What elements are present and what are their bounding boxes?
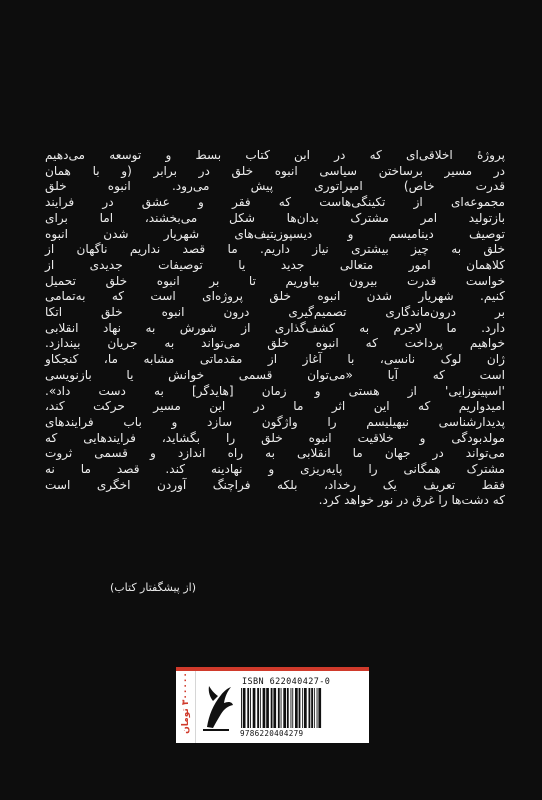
barcode-bar xyxy=(263,688,266,728)
barcode-bar xyxy=(311,688,313,728)
text-line: توصیف دینامیسم و دیسپوزیتیف‌های شهریار شدن انبوه xyxy=(45,226,505,241)
text-line: پدیدارشناسی نیهیلیسم را واژگون سازد و باب فرایندهای xyxy=(45,414,505,429)
text-line: کلاهمان امور متعالی جدید یا توصیفات جدیدی از xyxy=(45,257,505,272)
text-line: دارد. ما لاجرم به کشف‌گذاری از شورش به نهاد انقلابی xyxy=(45,320,505,335)
text-line: مجموعه‌ای از تکینگی‌هاست که فقر و عشق در فرایند xyxy=(45,195,505,210)
barcode-bar xyxy=(257,688,259,728)
text-line: مولدبودگی و خلاقیت انبوه خلق را بگشاید، فرایندهایی که xyxy=(45,430,505,445)
barcode-bar xyxy=(292,688,293,728)
barcode-bar xyxy=(250,688,251,728)
price-label: ۳۰۰۰۰۰ تومان xyxy=(181,672,191,734)
barcode-bar xyxy=(247,688,249,728)
barcode-bar xyxy=(278,688,280,728)
text-line: فقط تعریف یک رخداد، بلکه فراچنگ آوردن اخگری است xyxy=(45,477,505,492)
text-line: کنیم. شهریار شدن انبوه خلق پروژه‌ای است که به‌تمامی xyxy=(45,289,505,304)
barcode-bar xyxy=(314,688,315,728)
barcode-bar xyxy=(266,688,269,728)
barcode-bar xyxy=(253,688,256,728)
source-note: (از پیشگفتار کتاب) xyxy=(110,581,197,594)
barcode-bar xyxy=(318,688,321,728)
text-line: ژان لوک نانسی، با آغاز از مقدماتی مشابه ما، کنجکاو xyxy=(45,352,505,367)
text-line: خلق به چیز بیشتری نیاز داریم. ما قصد نداریم ناگهان از xyxy=(45,242,505,257)
barcode-bar xyxy=(271,688,273,728)
barcode-bar xyxy=(309,688,311,728)
isbn-label: ISBN 622040427-0 xyxy=(242,677,331,687)
back-cover-text xyxy=(45,148,505,509)
bird-logo-icon xyxy=(199,681,235,733)
text-line: قدرت خاص) امپراتوری پیش می‌رود. انبوه خلق xyxy=(45,179,505,194)
barcode-bar xyxy=(243,688,246,728)
barcode-bar xyxy=(295,688,298,728)
text-line: 'اسپینوزایی' از هستی و زمان [هایدگر] به دست داد». xyxy=(45,383,505,398)
price-strip xyxy=(176,671,196,743)
text-line: خواست قدرت بیرون بیاوریم تا بر انبوه خلق تحمیل xyxy=(45,273,505,288)
barcode-bar xyxy=(317,688,318,728)
barcode-bar xyxy=(299,688,301,728)
barcode-bar xyxy=(283,688,286,728)
barcode-bar xyxy=(281,688,282,728)
text-line: در مسیر برساختن سیاسی انبوه خلق در برابر (و با همان xyxy=(45,163,505,178)
text-line: بر درون‌ماندگاری تصمیم‌گیری درون انبوه خلق اتکا xyxy=(45,305,505,320)
barcode-bar xyxy=(291,688,292,728)
text-line: است که آیا «می‌توان قسمی خوانش یا بازنویسی xyxy=(45,367,505,382)
text-line: پروژهٔ اخلاقی‌ای که در این کتاب بسط و توسعه می‌دهیم xyxy=(45,148,505,162)
barcode-bar xyxy=(302,688,303,728)
text-line: که دشت‌ها را غرق در نور خواهد کرد. xyxy=(318,493,505,508)
barcode-bars xyxy=(240,688,364,728)
barcode-bar xyxy=(241,688,242,728)
barcode-bar xyxy=(287,688,289,728)
text-line: خواهیم پرداخت که انبوه خلق می‌تواند به جریان بیندازد. xyxy=(45,336,505,351)
barcode-box xyxy=(176,667,369,743)
barcode-number: 9786220404279 xyxy=(240,729,304,738)
text-line: امیدواریم که این اثر ما در این مسیر حرکت کند، xyxy=(45,399,505,414)
barcode-bar xyxy=(304,688,307,728)
text-line: می‌تواند در جهان ما انقلابی به راه اندازد و قسمی ثروت xyxy=(45,446,505,461)
text-line: مشترک همگانی را پایه‌ریزی و نهادینه کند. قصد ما نه xyxy=(45,462,505,477)
barcode-bar xyxy=(260,688,261,728)
text-line: بازتولید امر مشترک بدان‌ها شکل می‌بخشند، اما برای xyxy=(45,210,505,225)
barcode-bar xyxy=(273,688,276,728)
